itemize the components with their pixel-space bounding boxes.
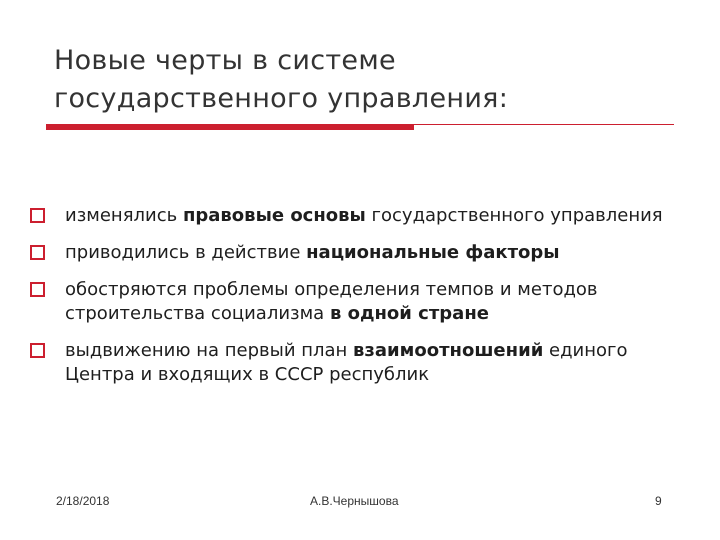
square-bullet-icon bbox=[30, 343, 45, 358]
bullet-text-bold: в одной стране bbox=[329, 303, 489, 324]
bullet-text: приводились в действие bbox=[65, 242, 307, 263]
square-bullet-icon bbox=[30, 245, 45, 260]
bullet-list bbox=[30, 204, 690, 405]
bullet-item bbox=[30, 339, 690, 387]
footer-page-number: 9 bbox=[655, 494, 662, 508]
square-bullet-icon bbox=[30, 208, 45, 223]
bullet-text: государственного управления bbox=[365, 205, 663, 226]
bullet-text: изменялись bbox=[65, 205, 183, 226]
bullet-item bbox=[30, 278, 690, 326]
footer-author: А.В.Чернышова bbox=[310, 494, 399, 508]
bullet-text-bold: правовые основы bbox=[182, 205, 366, 226]
title-underline-thick bbox=[46, 124, 414, 130]
bullet-text-bold: взаимоотношений bbox=[353, 340, 544, 361]
slide-title bbox=[54, 42, 674, 118]
square-bullet-icon bbox=[30, 282, 45, 297]
bullet-text: единого Центра и входящих в СССР республик bbox=[65, 340, 628, 385]
bullet-text: выдвижению на первый план bbox=[65, 340, 354, 361]
footer-date: 2/18/2018 bbox=[56, 494, 110, 508]
title-line-2: государственного управления: bbox=[54, 83, 509, 114]
title-underline-thin bbox=[414, 124, 674, 125]
bullet-item bbox=[30, 241, 690, 265]
bullet-item bbox=[30, 204, 690, 228]
title-line-1: Новые черты в системе bbox=[54, 45, 396, 76]
bullet-text: обостряются проблемы определения темпов и методов строительства социализма bbox=[65, 279, 598, 324]
bullet-text-bold: национальные факторы bbox=[306, 242, 560, 263]
